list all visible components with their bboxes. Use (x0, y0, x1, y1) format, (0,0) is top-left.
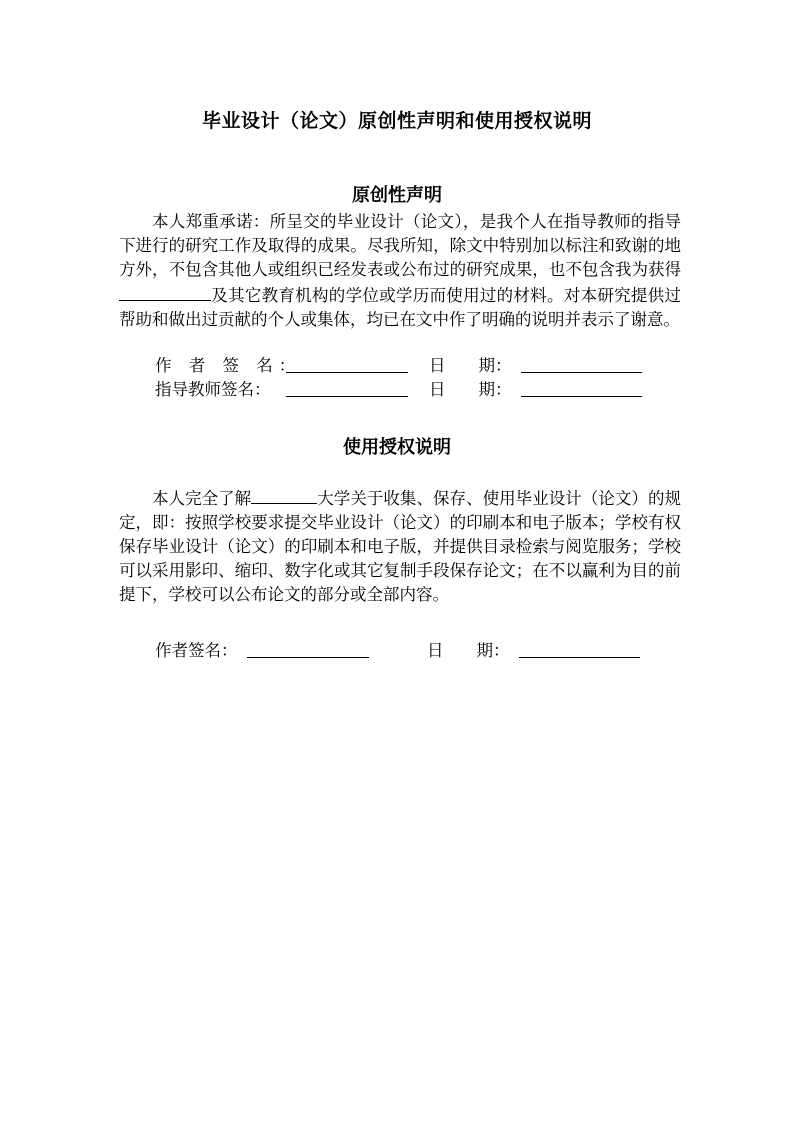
authorization-statement (119, 485, 681, 607)
originality-heading: 原创性声明 (352, 185, 442, 206)
originality-text-part1: 本人郑重承诺：所呈交的毕业设计（论文），是我个人在指导教师的指导下进行的研究工作及取得的成果。尽我所知，除文中特别加以标注和致谢的地方外，不包含其他人或组织已经发表或公布过的研究成果，也不包含我为获得 (119, 212, 681, 279)
originality-statement (119, 210, 681, 332)
degree-blank[interactable] (119, 282, 211, 301)
supervisor-signature-row (155, 378, 655, 402)
authorization-text-part1: 本人完全了解 (152, 489, 252, 508)
supervisor-date-line[interactable] (521, 396, 642, 397)
authorization-date-line[interactable] (519, 657, 640, 658)
authorization-signature-row (155, 639, 655, 663)
author-date-label: 日 期： (429, 356, 512, 375)
authorization-date-label: 日 期： (427, 641, 510, 660)
author-signature-line[interactable] (286, 372, 408, 373)
document-title: 毕业设计（论文）原创性声明和使用授权说明 (201, 110, 592, 132)
originality-text-part2: 及其它教育机构的学位或学历而使用过的材料。对本研究提供过帮助和做出过贡献的个人或集体，均已在文中作了明确的说明并表示了谢意。 (119, 286, 681, 329)
authorization-heading: 使用授权说明 (343, 437, 451, 458)
supervisor-signature-label: 指导教师签名： (155, 380, 271, 399)
supervisor-date-label: 日 期： (429, 380, 512, 399)
authorization-author-line[interactable] (247, 657, 369, 658)
authorization-author-label: 作者签名： (155, 641, 238, 660)
author-signature-label: 作 者 签 名： (155, 356, 302, 375)
author-signature-row (155, 354, 655, 378)
supervisor-signature-line[interactable] (286, 396, 408, 397)
university-blank[interactable] (251, 485, 317, 504)
authorization-text-part2: 大学关于收集、保存、使用毕业设计（论文）的规定，即：按照学校要求提交毕业设计（论文）的印刷本和电子版本；学校有权保存毕业设计（论文）的印刷本和电子版，并提供目录检索与阅览服务；学校可以采用影印、缩印、数字化或其它复制手段保存论文；在不以赢利为目的前提下，学校可以公布论文的部分或全部内容。 (119, 489, 682, 604)
author-date-line[interactable] (521, 372, 642, 373)
